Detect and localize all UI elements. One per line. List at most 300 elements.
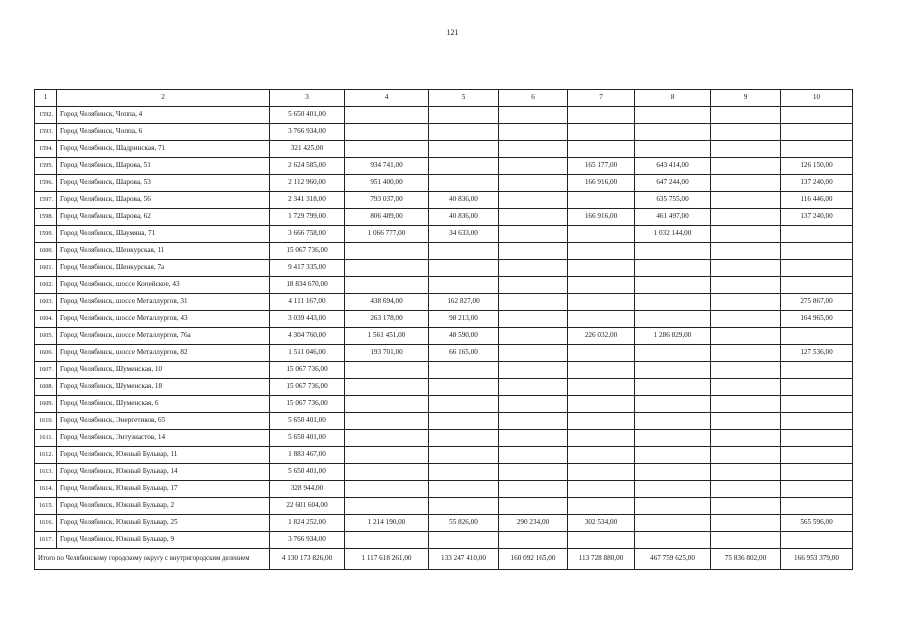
amount-cell xyxy=(711,430,781,447)
amount-cell: 9 417 335,00 xyxy=(270,260,345,277)
amount-cell xyxy=(499,158,568,175)
amount-cell xyxy=(499,464,568,481)
amount-cell xyxy=(781,464,853,481)
amount-cell xyxy=(781,260,853,277)
table-row xyxy=(35,226,853,243)
amount-cell xyxy=(635,260,711,277)
amount-cell xyxy=(711,396,781,413)
amount-cell xyxy=(781,532,853,549)
amount-cell xyxy=(429,447,499,464)
amount-cell: 66 165,00 xyxy=(429,345,499,362)
amount-cell xyxy=(429,243,499,260)
table-row xyxy=(35,345,853,362)
address-cell: Город Челябинск, Чоппа, 6 xyxy=(57,124,270,141)
amount-cell: 4 304 760,00 xyxy=(270,328,345,345)
amount-cell xyxy=(711,141,781,158)
amount-cell: 162 827,00 xyxy=(429,294,499,311)
row-number-cell: 1606. xyxy=(35,345,57,362)
address-cell: Город Челябинск, Южный Бульвар, 11 xyxy=(57,447,270,464)
amount-cell: 137 240,00 xyxy=(781,209,853,226)
amount-cell: 4 111 167,00 xyxy=(270,294,345,311)
amount-cell xyxy=(568,243,635,260)
table-row xyxy=(35,294,853,311)
amount-cell xyxy=(711,311,781,328)
amount-cell xyxy=(568,260,635,277)
amount-cell: 951 400,00 xyxy=(345,175,429,192)
address-cell: Город Челябинск, Южный Бульвар, 14 xyxy=(57,464,270,481)
amount-cell: 15 067 736,00 xyxy=(270,396,345,413)
amount-cell xyxy=(568,192,635,209)
row-number-cell: 1617. xyxy=(35,532,57,549)
table-row xyxy=(35,277,853,294)
amount-cell xyxy=(499,396,568,413)
address-cell: Город Челябинск, Шарова, 53 xyxy=(57,175,270,192)
amount-cell xyxy=(345,396,429,413)
amount-cell xyxy=(429,175,499,192)
table-row xyxy=(35,464,853,481)
amount-cell xyxy=(711,209,781,226)
amount-cell xyxy=(781,362,853,379)
amount-cell: 5 650 401,00 xyxy=(270,107,345,124)
address-cell: Город Челябинск, Южный Бульвар, 2 xyxy=(57,498,270,515)
amount-cell xyxy=(345,277,429,294)
table-row xyxy=(35,192,853,209)
amount-cell: 55 826,00 xyxy=(429,515,499,532)
row-number-cell: 1597. xyxy=(35,192,57,209)
table-row xyxy=(35,430,853,447)
amount-cell xyxy=(635,141,711,158)
column-header: 2 xyxy=(57,90,270,107)
row-number-cell: 1605. xyxy=(35,328,57,345)
row-number-cell: 1610. xyxy=(35,413,57,430)
amount-cell xyxy=(429,362,499,379)
amount-cell xyxy=(345,243,429,260)
address-cell: Город Челябинск, Энергетиков, 65 xyxy=(57,413,270,430)
amount-cell: 15 067 736,00 xyxy=(270,362,345,379)
amount-cell xyxy=(781,226,853,243)
amount-cell xyxy=(429,498,499,515)
address-cell: Город Челябинск, Шенкурская, 7а xyxy=(57,260,270,277)
row-number-cell: 1604. xyxy=(35,311,57,328)
amount-cell: 40 836,00 xyxy=(429,209,499,226)
amount-cell xyxy=(711,447,781,464)
budget-table xyxy=(34,89,853,570)
amount-cell xyxy=(568,107,635,124)
amount-cell xyxy=(635,107,711,124)
amount-cell xyxy=(499,413,568,430)
address-cell: Город Челябинск, Энтузиастов, 14 xyxy=(57,430,270,447)
amount-cell xyxy=(711,226,781,243)
amount-cell xyxy=(568,464,635,481)
column-header: 6 xyxy=(499,90,568,107)
address-cell: Город Челябинск, шоссе Металлургов, 82 xyxy=(57,345,270,362)
amount-cell xyxy=(499,260,568,277)
amount-cell xyxy=(635,243,711,260)
amount-cell: 3 766 934,00 xyxy=(270,532,345,549)
table-row xyxy=(35,243,853,260)
amount-cell xyxy=(568,277,635,294)
row-number-cell: 1601. xyxy=(35,260,57,277)
amount-cell xyxy=(429,260,499,277)
row-number-cell: 1608. xyxy=(35,379,57,396)
amount-cell xyxy=(345,107,429,124)
address-cell: Город Челябинск, Шарова, 56 xyxy=(57,192,270,209)
row-number-cell: 1611. xyxy=(35,430,57,447)
amount-cell xyxy=(635,345,711,362)
amount-cell xyxy=(345,141,429,158)
row-number-cell: 1600. xyxy=(35,243,57,260)
amount-cell xyxy=(499,141,568,158)
amount-cell xyxy=(568,379,635,396)
amount-cell: 1 511 046,00 xyxy=(270,345,345,362)
amount-cell: 1 066 777,00 xyxy=(345,226,429,243)
amount-cell xyxy=(781,243,853,260)
row-number-cell: 1596. xyxy=(35,175,57,192)
amount-cell xyxy=(499,362,568,379)
amount-cell: 166 916,00 xyxy=(568,209,635,226)
row-number-cell: 1613. xyxy=(35,464,57,481)
table-row xyxy=(35,311,853,328)
amount-cell: 15 067 736,00 xyxy=(270,379,345,396)
amount-cell xyxy=(781,447,853,464)
table-row xyxy=(35,413,853,430)
total-cell: 1 117 618 261,00 xyxy=(345,549,429,570)
amount-cell: 165 177,00 xyxy=(568,158,635,175)
column-header: 10 xyxy=(781,90,853,107)
amount-cell: 164 965,00 xyxy=(781,311,853,328)
amount-cell xyxy=(568,396,635,413)
address-cell: Город Челябинск, Шарова, 51 xyxy=(57,158,270,175)
amount-cell: 1 286 829,00 xyxy=(635,328,711,345)
amount-cell: 321 425,00 xyxy=(270,141,345,158)
address-cell: Город Челябинск, Шуменская, 6 xyxy=(57,396,270,413)
amount-cell: 2 112 960,00 xyxy=(270,175,345,192)
amount-cell: 1 824 252,00 xyxy=(270,515,345,532)
amount-cell xyxy=(711,362,781,379)
amount-cell: 438 694,00 xyxy=(345,294,429,311)
amount-cell xyxy=(635,481,711,498)
table-row xyxy=(35,260,853,277)
row-number-cell: 1595. xyxy=(35,158,57,175)
amount-cell: 647 244,00 xyxy=(635,175,711,192)
amount-cell: 40 836,00 xyxy=(429,192,499,209)
amount-cell xyxy=(499,124,568,141)
amount-cell xyxy=(568,430,635,447)
address-cell: Город Челябинск, Чоппа, 4 xyxy=(57,107,270,124)
table-row xyxy=(35,175,853,192)
address-cell: Город Челябинск, Шадринская, 71 xyxy=(57,141,270,158)
amount-cell xyxy=(635,532,711,549)
amount-cell xyxy=(345,532,429,549)
amount-cell xyxy=(429,464,499,481)
amount-cell: 48 590,00 xyxy=(429,328,499,345)
amount-cell xyxy=(711,175,781,192)
row-number-cell: 1616. xyxy=(35,515,57,532)
amount-cell: 126 150,00 xyxy=(781,158,853,175)
amount-cell: 3 766 934,00 xyxy=(270,124,345,141)
amount-cell xyxy=(711,498,781,515)
amount-cell xyxy=(499,379,568,396)
amount-cell xyxy=(429,379,499,396)
amount-cell xyxy=(499,532,568,549)
total-cell: 160 092 165,00 xyxy=(499,549,568,570)
table-row xyxy=(35,481,853,498)
amount-cell xyxy=(568,311,635,328)
table-row xyxy=(35,532,853,549)
amount-cell xyxy=(635,311,711,328)
amount-cell: 5 650 401,00 xyxy=(270,464,345,481)
amount-cell: 328 944,00 xyxy=(270,481,345,498)
amount-cell: 22 601 604,00 xyxy=(270,498,345,515)
amount-cell xyxy=(568,498,635,515)
total-cell: 467 759 625,00 xyxy=(635,549,711,570)
table-row xyxy=(35,124,853,141)
amount-cell: 806 489,00 xyxy=(345,209,429,226)
column-header: 9 xyxy=(711,90,781,107)
address-cell: Город Челябинск, шоссе Металлургов, 43 xyxy=(57,311,270,328)
amount-cell xyxy=(711,464,781,481)
address-cell: Город Челябинск, Южный Бульвар, 9 xyxy=(57,532,270,549)
amount-cell: 3 666 758,00 xyxy=(270,226,345,243)
amount-cell xyxy=(711,277,781,294)
table-row xyxy=(35,328,853,345)
table-row xyxy=(35,362,853,379)
column-header: 5 xyxy=(429,90,499,107)
amount-cell xyxy=(635,362,711,379)
amount-cell xyxy=(568,124,635,141)
amount-cell: 226 032,00 xyxy=(568,328,635,345)
total-cell: 4 130 173 826,00 xyxy=(270,549,345,570)
amount-cell: 1 214 190,00 xyxy=(345,515,429,532)
total-cell: 75 836 802,00 xyxy=(711,549,781,570)
amount-cell: 15 067 736,00 xyxy=(270,243,345,260)
amount-cell: 263 178,00 xyxy=(345,311,429,328)
amount-cell: 5 650 401,00 xyxy=(270,413,345,430)
amount-cell: 166 916,00 xyxy=(568,175,635,192)
column-header: 4 xyxy=(345,90,429,107)
row-number-cell: 1607. xyxy=(35,362,57,379)
amount-cell xyxy=(499,107,568,124)
amount-cell: 1 561 451,00 xyxy=(345,328,429,345)
amount-cell xyxy=(568,532,635,549)
amount-cell xyxy=(635,498,711,515)
amount-cell xyxy=(635,447,711,464)
amount-cell xyxy=(499,226,568,243)
amount-cell xyxy=(711,243,781,260)
amount-cell xyxy=(711,192,781,209)
amount-cell xyxy=(781,430,853,447)
amount-cell: 275 867,00 xyxy=(781,294,853,311)
total-label: Итого по Челябинскому городскому округу с внутригородским делением xyxy=(35,549,270,570)
amount-cell xyxy=(499,277,568,294)
amount-cell xyxy=(568,294,635,311)
amount-cell xyxy=(781,498,853,515)
amount-cell xyxy=(635,294,711,311)
row-number-cell: 1599. xyxy=(35,226,57,243)
amount-cell: 193 701,00 xyxy=(345,345,429,362)
amount-cell: 1 032 144,00 xyxy=(635,226,711,243)
amount-cell: 793 037,00 xyxy=(345,192,429,209)
amount-cell: 137 240,00 xyxy=(781,175,853,192)
total-row xyxy=(35,549,853,570)
table-row xyxy=(35,141,853,158)
amount-cell xyxy=(635,277,711,294)
amount-cell xyxy=(711,260,781,277)
amount-cell: 1 729 799,00 xyxy=(270,209,345,226)
page-number: 121 xyxy=(446,28,459,37)
amount-cell xyxy=(499,243,568,260)
address-cell: Город Челябинск, шоссе Металлургов, 31 xyxy=(57,294,270,311)
amount-cell xyxy=(345,124,429,141)
amount-cell xyxy=(711,481,781,498)
amount-cell xyxy=(429,107,499,124)
address-cell: Город Челябинск, шоссе Металлургов, 76а xyxy=(57,328,270,345)
amount-cell xyxy=(711,413,781,430)
row-number-cell: 1593. xyxy=(35,124,57,141)
column-header: 1 xyxy=(35,90,57,107)
amount-cell: 2 624 585,00 xyxy=(270,158,345,175)
address-cell: Город Челябинск, Шарова, 62 xyxy=(57,209,270,226)
amount-cell: 5 650 401,00 xyxy=(270,430,345,447)
address-cell: Город Челябинск, Шенкурская, 11 xyxy=(57,243,270,260)
amount-cell xyxy=(568,226,635,243)
row-number-cell: 1594. xyxy=(35,141,57,158)
amount-cell xyxy=(711,345,781,362)
table-row xyxy=(35,515,853,532)
amount-cell xyxy=(781,379,853,396)
total-cell: 166 953 379,00 xyxy=(781,549,853,570)
amount-cell xyxy=(711,532,781,549)
amount-cell xyxy=(429,277,499,294)
amount-cell xyxy=(345,481,429,498)
amount-cell xyxy=(499,345,568,362)
column-header: 7 xyxy=(568,90,635,107)
total-cell: 133 247 410,00 xyxy=(429,549,499,570)
amount-cell xyxy=(345,379,429,396)
amount-cell xyxy=(429,158,499,175)
amount-cell xyxy=(711,515,781,532)
amount-cell xyxy=(429,413,499,430)
amount-cell: 3 039 443,00 xyxy=(270,311,345,328)
amount-cell xyxy=(781,107,853,124)
amount-cell xyxy=(345,498,429,515)
amount-cell xyxy=(499,192,568,209)
amount-cell xyxy=(781,396,853,413)
row-number-cell: 1614. xyxy=(35,481,57,498)
amount-cell xyxy=(568,447,635,464)
address-cell: Город Челябинск, Южный Бульвар, 25 xyxy=(57,515,270,532)
table-row xyxy=(35,447,853,464)
amount-cell xyxy=(711,124,781,141)
amount-cell xyxy=(635,396,711,413)
table-row xyxy=(35,498,853,515)
amount-cell xyxy=(635,413,711,430)
amount-cell xyxy=(345,447,429,464)
amount-cell xyxy=(635,379,711,396)
amount-cell: 98 213,00 xyxy=(429,311,499,328)
amount-cell xyxy=(499,481,568,498)
amount-cell: 127 536,00 xyxy=(781,345,853,362)
amount-cell xyxy=(711,379,781,396)
table-row xyxy=(35,396,853,413)
amount-cell xyxy=(781,141,853,158)
amount-cell: 302 534,00 xyxy=(568,515,635,532)
amount-cell xyxy=(345,413,429,430)
amount-cell xyxy=(345,362,429,379)
row-number-cell: 1592. xyxy=(35,107,57,124)
amount-cell xyxy=(499,209,568,226)
amount-cell: 2 341 318,00 xyxy=(270,192,345,209)
amount-cell xyxy=(781,413,853,430)
amount-cell xyxy=(635,124,711,141)
amount-cell xyxy=(345,260,429,277)
amount-cell: 18 834 670,00 xyxy=(270,277,345,294)
amount-cell xyxy=(568,141,635,158)
table-row xyxy=(35,379,853,396)
row-number-cell: 1602. xyxy=(35,277,57,294)
amount-cell: 290 234,00 xyxy=(499,515,568,532)
amount-cell xyxy=(345,464,429,481)
amount-cell xyxy=(499,311,568,328)
amount-cell xyxy=(429,532,499,549)
row-number-cell: 1612. xyxy=(35,447,57,464)
amount-cell xyxy=(568,362,635,379)
amount-cell xyxy=(429,396,499,413)
amount-cell: 34 633,00 xyxy=(429,226,499,243)
amount-cell: 934 741,00 xyxy=(345,158,429,175)
address-cell: Город Челябинск, Шуменская, 10 xyxy=(57,362,270,379)
amount-cell xyxy=(635,430,711,447)
amount-cell xyxy=(429,430,499,447)
amount-cell xyxy=(429,141,499,158)
amount-cell: 1 883 467,00 xyxy=(270,447,345,464)
column-header: 8 xyxy=(635,90,711,107)
address-cell: Город Челябинск, шоссе Копейское, 43 xyxy=(57,277,270,294)
amount-cell xyxy=(429,124,499,141)
amount-cell xyxy=(568,481,635,498)
row-number-cell: 1615. xyxy=(35,498,57,515)
amount-cell xyxy=(781,277,853,294)
amount-cell: 565 596,00 xyxy=(781,515,853,532)
row-number-cell: 1603. xyxy=(35,294,57,311)
amount-cell xyxy=(499,175,568,192)
amount-cell xyxy=(499,447,568,464)
amount-cell: 461 497,00 xyxy=(635,209,711,226)
amount-cell xyxy=(635,515,711,532)
total-cell: 113 728 880,00 xyxy=(568,549,635,570)
amount-cell xyxy=(499,498,568,515)
amount-cell xyxy=(711,107,781,124)
table-body xyxy=(35,107,853,549)
amount-cell xyxy=(711,158,781,175)
amount-cell xyxy=(711,328,781,345)
amount-cell xyxy=(781,124,853,141)
amount-cell xyxy=(499,328,568,345)
address-cell: Город Челябинск, Южный Бульвар, 17 xyxy=(57,481,270,498)
row-number-cell: 1609. xyxy=(35,396,57,413)
table-row xyxy=(35,209,853,226)
amount-cell: 643 414,00 xyxy=(635,158,711,175)
header-row xyxy=(35,90,853,107)
amount-cell xyxy=(635,464,711,481)
amount-cell xyxy=(499,430,568,447)
row-number-cell: 1598. xyxy=(35,209,57,226)
table-row xyxy=(35,107,853,124)
table-row xyxy=(35,158,853,175)
address-cell: Город Челябинск, Шуменская, 18 xyxy=(57,379,270,396)
amount-cell xyxy=(345,430,429,447)
amount-cell xyxy=(429,481,499,498)
